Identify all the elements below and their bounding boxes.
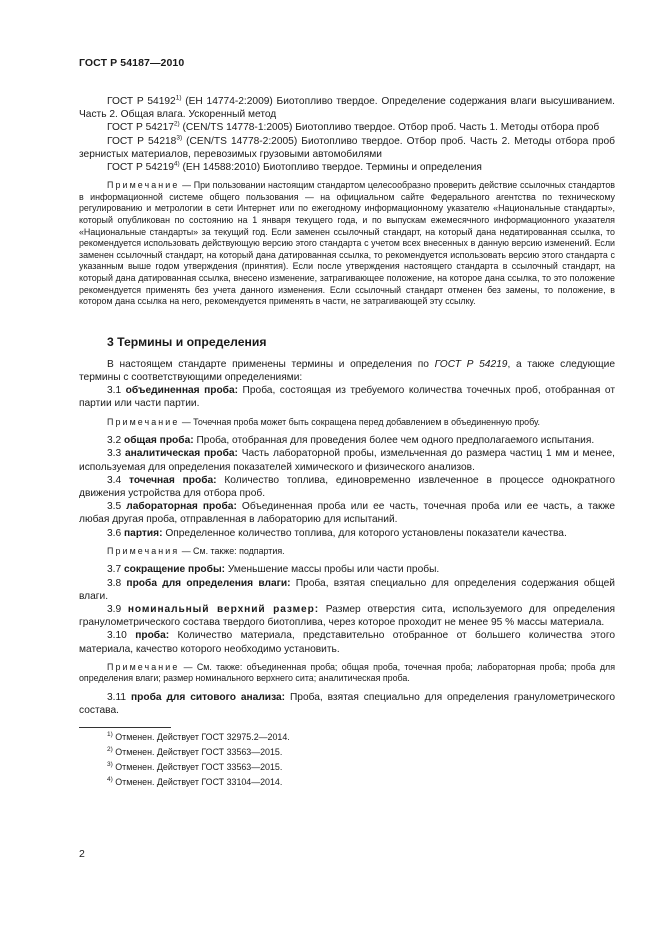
- term-3-1: 3.1 объединенная проба: Проба, состоящая из требуемого количества точечных проб, отобранная от партии или части партии.: [79, 385, 615, 410]
- term-3-2: 3.2 общая проба: Проба, отобранная для проведения более чем одного предполагаемого испытания.: [107, 435, 595, 447]
- term-3-6: 3.6 партия: Определенное количество топлива, для которого установлены показатели качества.: [107, 527, 567, 539]
- footnote: $^{2)}$ Отменен. Действует ГОСТ 33563—2015.: [107, 746, 283, 758]
- term-3-10: 3.10 проба: Количество материала, представительно отобранное от большего количества этого материала, качество которого необходимо установить.: [79, 630, 615, 655]
- reference-item: ГОСТ Р 54217$^{2)}$ (CEN/TS 14778-1:2005) Биотопливо твердое. Отбор проб. Часть 1. Методы отбора проб: [107, 121, 600, 134]
- term-3-5: 3.5 лабораторная проба: Объединенная проба или ее часть, точечная проба или ее часть, а также любая другая проба, отправленная в лабораторию для испытаний.: [79, 501, 615, 526]
- footnote: $^{4)}$ Отменен. Действует ГОСТ 33104—2014.: [107, 776, 283, 788]
- note-term-3-6: Примечания — См. также: подпартия.: [107, 545, 285, 556]
- reference-item: ГОСТ Р 54219$^{4)}$ (ЕН 14588:2010) Биотопливо твердое. Термины и определения: [107, 160, 482, 174]
- note-term-3-10: Примечание — См. также: объединенная проба; общая проба, точечная проба; лабораторная проба; проба для определения влаги; размер номинального верхнего сита; аналитическая проба.: [79, 661, 615, 684]
- term-3-11: 3.11 проба для ситового анализа: Проба, взятая специально для определения гранулометрического состава.: [79, 691, 615, 717]
- reference-item: ГОСТ Р 54192$^{1)}$ (ЕН 14774-2:2009) Биотопливо твердое. Определение содержания влаги высушиванием. Часть 2. Общая влага. Ускоренный метод: [79, 94, 615, 121]
- page-content: [79, 95, 615, 790]
- section-intro: В настоящем стандарте применены термины и определения по ГОСТ Р 54219, а также следующие термины с соответствующими определениями:: [79, 358, 616, 383]
- page-header: ГОСТ Р 54187—2010: [79, 57, 185, 69]
- reference-item: ГОСТ Р 54218$^{3)}$ (CEN/TS 14778-2:2005) Биотопливо твердое. Отбор проб. Часть 2. Методы отбора проб зернистых материалов, перевозимых грузовыми автомобилями: [79, 134, 615, 160]
- section-title: 3 Термины и определения: [107, 334, 267, 349]
- term-3-8: 3.8 проба для определения влаги: Проба, взятая специально для определения содержания общей влаги.: [79, 577, 616, 602]
- term-3-7: 3.7 сокращение пробы: Уменьшение массы пробы или части пробы.: [107, 564, 440, 576]
- term-3-4: 3.4 точечная проба: Количество топлива, единовременно извлеченное в процессе однократного движения устройства для отбора проб.: [79, 474, 616, 499]
- footnote: $^{3)}$ Отменен. Действует ГОСТ 33563—2015.: [107, 761, 283, 773]
- page-number: 2: [79, 848, 85, 860]
- note-term-3-1: Примечание — Точечная проба может быть сокращена перед добавлением в объединенную пробу.: [107, 416, 541, 427]
- footnote: $^{1)}$ Отменен. Действует ГОСТ 32975.2—2014.: [107, 731, 290, 743]
- footnote-separator: [79, 727, 171, 728]
- term-3-9: 3.9 номинальный верхний размер: Размер отверстия сита, используемого для определения гранулометрического состава твердого биотоплива, через которое проходит не менее 95 % массы материала.: [79, 603, 615, 629]
- note-references: Примечание — При пользовании настоящим стандартом целесообразно проверить действие ссылочных стандартов в информационной системе общего пользования — на официальном сайте Федерального агентства по техническому регулированию и метрологии в сети Интернет или по ежегодному информационному указателю «Национальные стандарты», который опубликован по состоянию на 1 января текущего года, и по выпускам ежемесячного информационного указателя «Национальные стандарты» за текущий год. Если заменен ссылочный стандарт, на который дана недатированная ссылка, то рекомендуется использовать действующую версию этого стандарта с учетом всех внесенных в данную версию изменений. Если заменен ссылочный стандарт, на который дана датированная ссылка, то рекомендуется использовать версию этого стандарта с указанным выше годом утверждения (принятия). Если после утверждения настоящего стандарта в ссылочный стандарт, на который дана датированная ссылка, внесено изменение, затрагивающее положение, на которое дана ссылка, то это положение рекомендуется применять без учета данного изменения. Если ссылочный стандарт отменен без замены, то положение, в котором дана ссылка на него, рекомендуется применять в части, не затрагивающей эту ссылку.: [79, 180, 615, 307]
- term-3-3: 3.3 аналитическая проба: Часть лабораторной пробы, измельченная до размера частиц 1 мм и менее, используемая для определения показателей химического и физического анализов.: [79, 448, 616, 473]
